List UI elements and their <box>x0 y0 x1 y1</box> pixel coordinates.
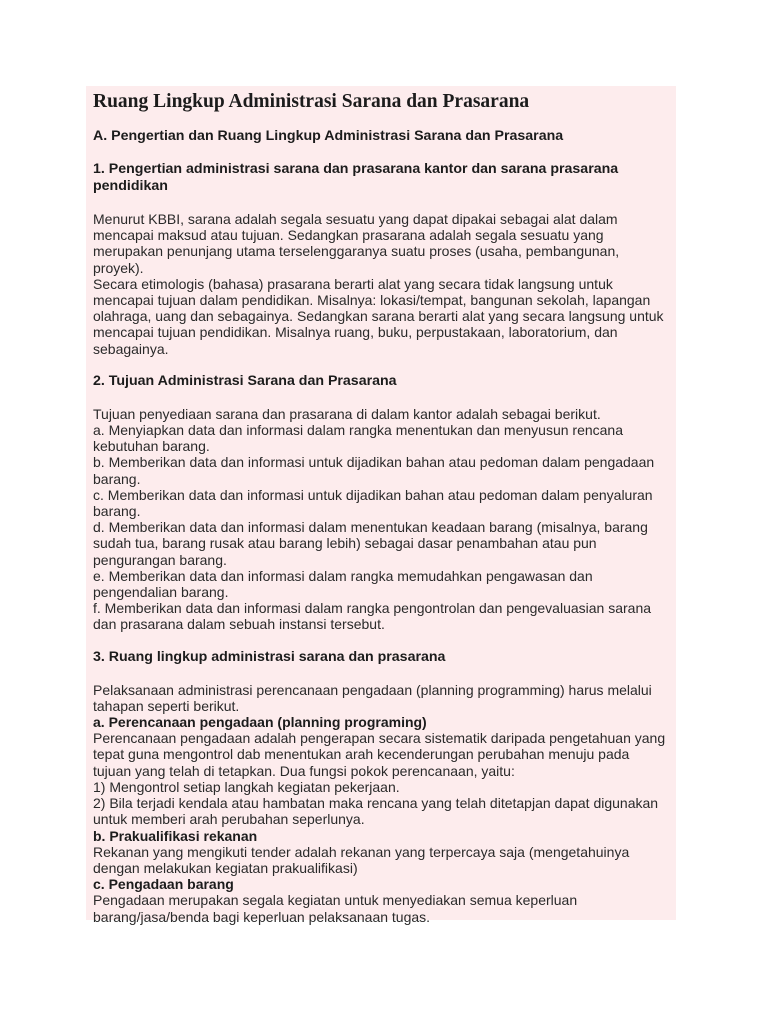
section-3a-heading: a. Perencanaan pengadaan (planning programing) <box>93 714 427 731</box>
section-1-heading: 1. Pengertian administrasi sarana dan prasarana kantor dan sarana prasarana pendidikan <box>93 161 619 194</box>
section-2-item: b. Memberikan data dan informasi untuk dijadikan bahan atau pedoman dalam pengadaan barang. <box>93 454 655 487</box>
section-a-heading: A. Pengertian dan Ruang Lingkup Administrasi Sarana dan Prasarana <box>93 128 564 144</box>
section-2-item: f. Memberikan data dan informasi dalam rangka pengontrolan dan pengevaluasian sarana dan prasarana dalam sebuah instansi tersebut. <box>93 600 652 633</box>
section-2-item: d. Memberikan data dan informasi dalam menentukan keadaan barang (misalnya, barang sudah tua, barang rusak atau barang lebih) sebagai dasar penambahan atau pun pengurangan barang. <box>93 519 648 568</box>
section-3a-text: Perencanaan pengadaan adalah pengerapan secara sistematik daripada pengetahuan yang tepat guna mengontrol dab menentukan arah kecenderungan perubahan menuju pada tujuan yang telah di tetapkan. Dua fungsi pokok perencanaan, yaitu: <box>93 730 666 779</box>
section-2-item: a. Menyiapkan data dan informasi dalam rangka menentukan dan menyusun rencana kebutuhan barang. <box>93 422 623 455</box>
section-3c-text: Pengadaan merupakan segala kegiatan untuk menyediakan semua keperluan barang/jasa/benda bagi keperluan pelaksanaan tugas. <box>93 892 578 925</box>
section-1-paragraph: Secara etimologis (bahasa) prasarana berarti alat yang secara tidak langsung untuk mencapai tujuan dalam pendidikan. Misalnya: lokasi/tempat, bangunan sekolah, lapangan olahraga, uang dan sebagainya. Sedangkan sarana berarti alat yang secara langsung untuk mencapai tujuan pendidikan. Misalnya ruang, buku, perpustakaan, laboratorium, dan sebagainya. <box>93 275 664 357</box>
section-3-intro: Pelaksanaan administrasi perencanaan pengadaan (planning programming) harus melalui tahapan seperti berikut. <box>93 681 652 714</box>
section-2-item: c. Memberikan data dan informasi untuk dijadikan bahan atau pedoman dalam penyaluran barang. <box>93 486 653 520</box>
section-3b-text: Rekanan yang mengikuti tender adalah rekanan yang terpercaya saja (mengetahuinya dengan melakukan kegiatan prakualifikasi) <box>93 843 630 876</box>
section-2-intro: Tujuan penyediaan sarana dan prasarana di dalam kantor adalah sebagai berikut. <box>93 405 601 422</box>
document-title: Ruang Lingkup Administrasi Sarana dan Prasarana <box>93 91 530 112</box>
section-3a-text: 1) Mengontrol setiap langkah kegiatan pekerjaan. <box>93 778 400 795</box>
section-3-heading: 3. Ruang lingkup administrasi sarana dan prasarana <box>93 648 446 665</box>
section-3a-text: 2) Bila terjadi kendala atau hambatan maka rencana yang telah ditetapjan dapat digunakan untuk memberi arah perubahan seperlunya. <box>93 795 659 828</box>
section-3c-heading: c. Pengadaan barang <box>93 876 234 893</box>
section-3b-heading: b. Prakualifikasi rekanan <box>93 827 258 844</box>
section-2-item: e. Memberikan data dan informasi dalam rangka memudahkan pengawasan dan pengendalian barang. <box>93 567 593 601</box>
document-page <box>86 86 676 925</box>
section-1-paragraph: Menurut KBBI, sarana adalah segala sesuatu yang dapat dipakai sebagai alat dalam mencapai maksud atau tujuan. Sedangkan prasarana adalah segala sesuatu yang merupakan penunjang utama terselenggaranya suatu proses (usaha, pembangunan, proyek). <box>93 211 620 276</box>
section-2-heading: 2. Tujuan Administrasi Sarana dan Prasarana <box>93 372 397 389</box>
